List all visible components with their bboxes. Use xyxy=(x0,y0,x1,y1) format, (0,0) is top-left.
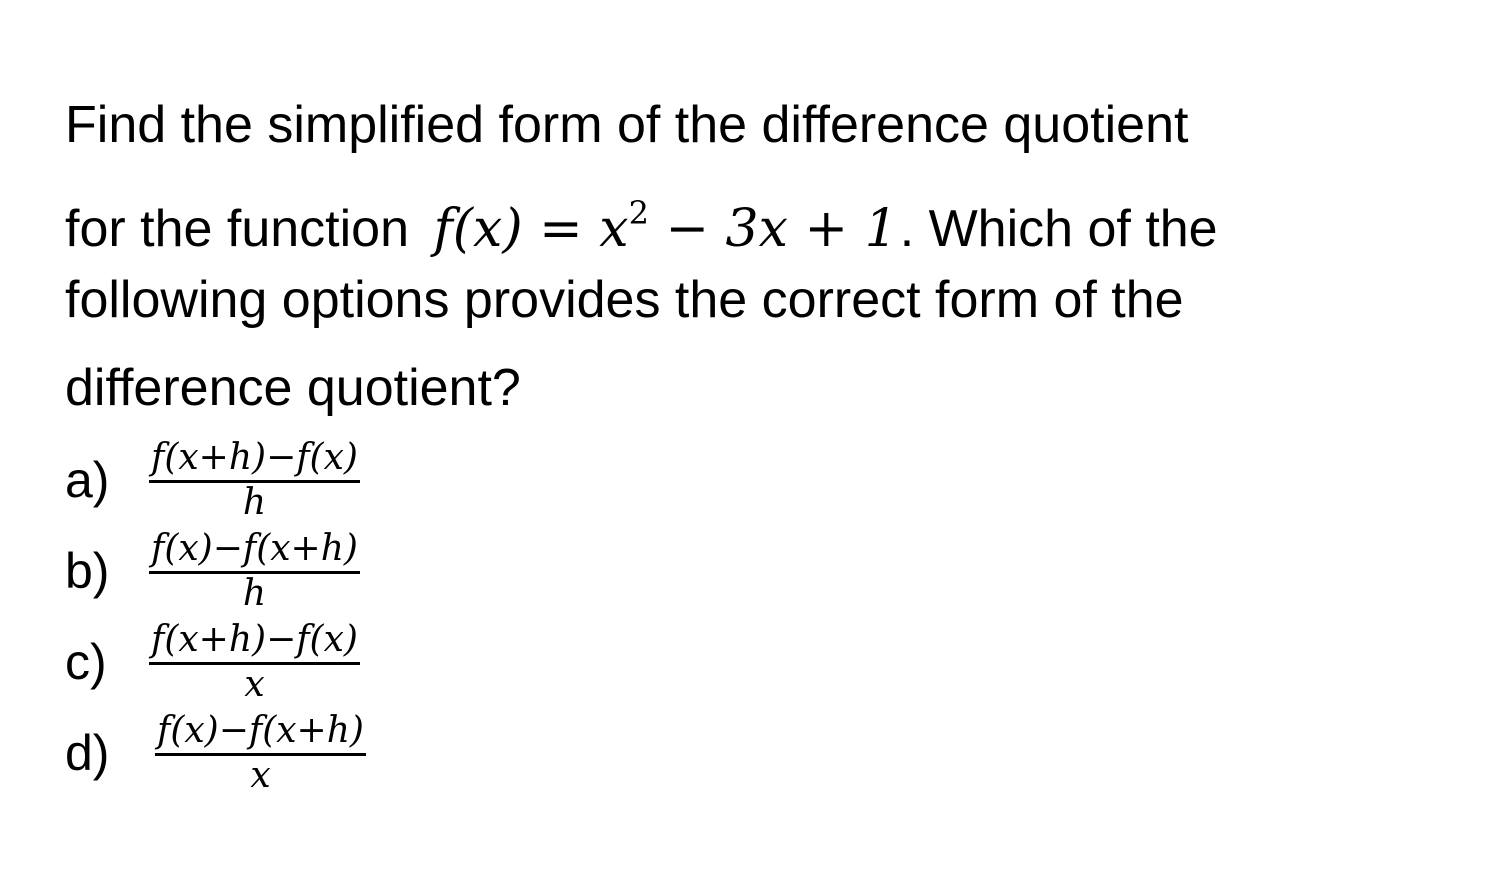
question-line-1: Find the simplified form of the difference quotient xyxy=(65,96,1189,154)
function-rhs: − 3x + 1 xyxy=(648,199,898,259)
question-line-3: following options provides the correct form of the xyxy=(65,271,1184,329)
question-line-2-suffix: . Which of the xyxy=(899,200,1218,258)
option-a-fraction xyxy=(149,436,360,523)
option-a[interactable] xyxy=(65,432,665,522)
option-c-numerator: f(x+h)−f(x) xyxy=(149,618,360,665)
option-d-fraction xyxy=(155,709,366,796)
question-line-2-prefix: for the function xyxy=(65,200,409,258)
option-d-label: d) xyxy=(65,725,110,781)
option-b-denominator: h xyxy=(242,573,267,614)
option-b-numerator: f(x)−f(x+h) xyxy=(149,527,360,574)
option-b-label: b) xyxy=(65,543,110,599)
question-line-4: difference quotient? xyxy=(65,359,521,417)
function-lhs: f(x) = x xyxy=(433,199,629,259)
option-c-denominator: x xyxy=(244,664,265,705)
option-b-fraction xyxy=(149,527,360,614)
option-a-label: a) xyxy=(65,452,110,508)
function-formula xyxy=(433,183,897,259)
option-a-denominator: h xyxy=(242,482,267,523)
option-c-fraction xyxy=(149,618,360,705)
option-d[interactable] xyxy=(65,705,665,795)
option-d-denominator: x xyxy=(250,755,271,796)
function-exponent: 2 xyxy=(628,194,649,232)
option-a-numerator: f(x+h)−f(x) xyxy=(149,436,360,483)
option-d-numerator: f(x)−f(x+h) xyxy=(155,709,366,756)
question-line-2 xyxy=(65,183,1218,259)
option-c[interactable] xyxy=(65,614,665,704)
option-b[interactable] xyxy=(65,523,665,613)
option-c-label: c) xyxy=(65,634,107,690)
